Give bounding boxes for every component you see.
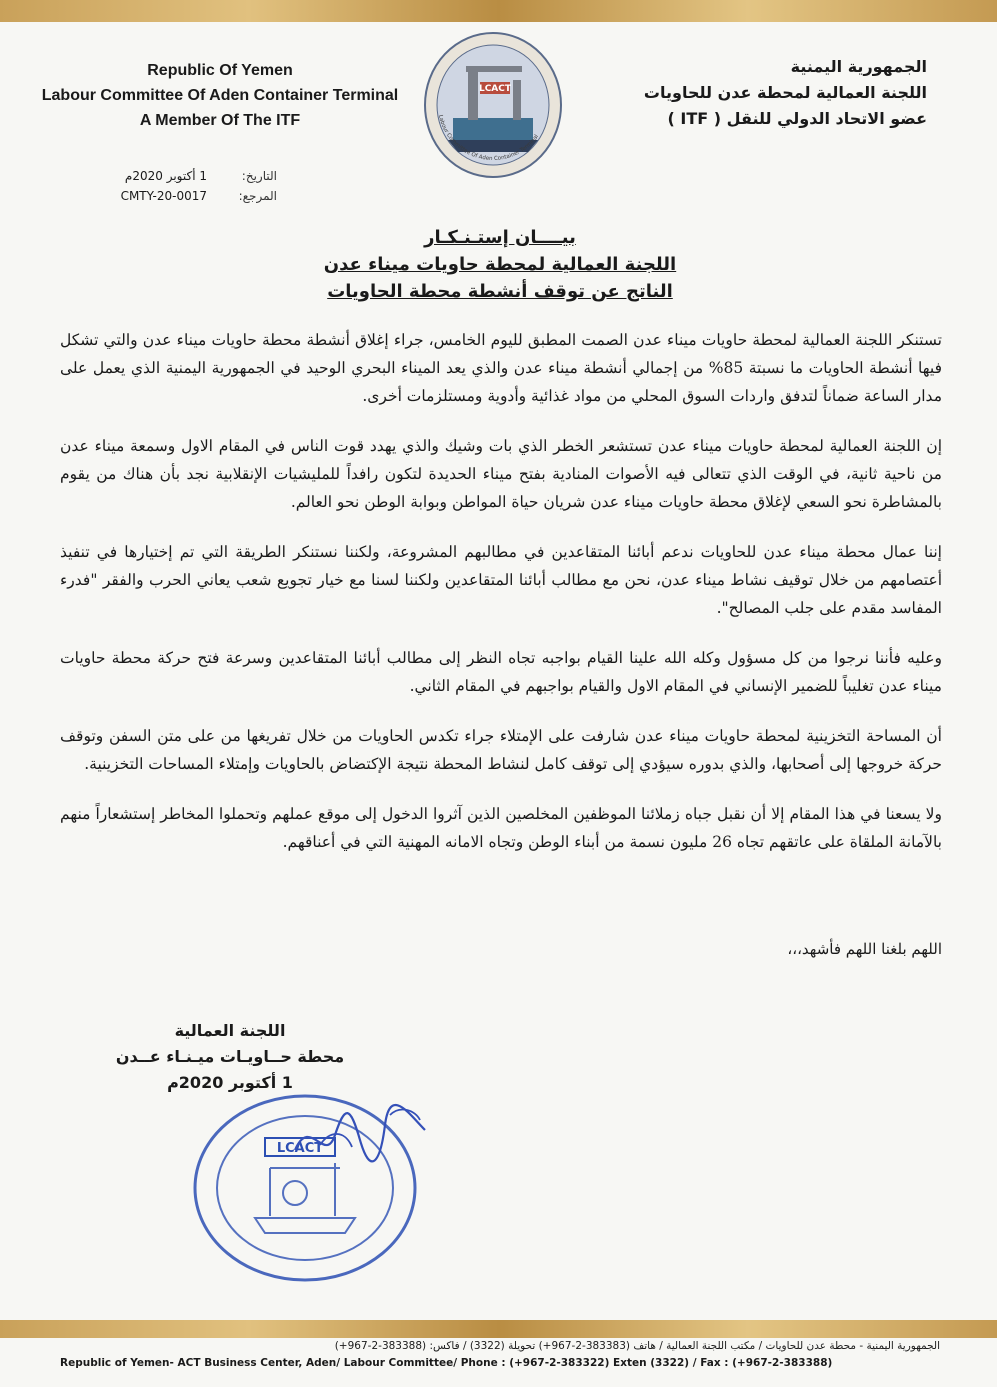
reference-value: CMTY-20-0017 <box>120 189 207 203</box>
title-line: الناتج عن توقف أنشطة محطة الحاويات <box>327 281 673 302</box>
signature-line: اللجنة العمالية <box>174 1021 286 1040</box>
bottom-decorative-band <box>0 1320 997 1338</box>
closing-line: اللهم بلغنا اللهم فأشهد،،، <box>787 940 942 958</box>
body-paragraph: إن اللجنة العمالية لمحطة حاويات ميناء عدن تستشعر الخطر الذي بات وشيك والذي يهدد قوت الناس في المقام الاول وسمعة ميناء عدن من ناحية ثانية، في الوقت الذي تتعالى فيه الأصوات المنادية بفتح ميناء الحديدة لتكون رافداً للمليشيات الإنقلابية نجد بأن هناك من يقوم بالمشاطرة نحو السعي لإغلاق محطة حاويات ميناء عدن شريان حياة المواطن وبوابة الوطن نحو العالم. <box>60 437 942 511</box>
signature-date: 1 أكتوبر 2020م <box>167 1073 293 1092</box>
date-value: 1 أكتوبر 2020م <box>124 169 207 183</box>
handwritten-signature <box>290 1095 430 1175</box>
header-en-line: A Member Of The ITF <box>139 112 301 129</box>
body-paragraph: إننا عمال محطة ميناء عدن للحاويات ندعم أبائنا المتقاعدين في مطالبهم المشروعة، ولكننا نستنكر الطريقة التي تم إختيارها في تنفيذ أعتصامهم من خلال توقيف نشاط ميناء عدن، نحن مع مطالب أبائنا المتقاعدين ولكننا لسنا مع خيار تجويع شعب يعاني الحرب والفقر "فدرء المفاسد مقدم على جلب المصالح". <box>60 543 942 617</box>
title-line: بيــــان إستـنـكـار <box>424 227 576 248</box>
body-paragraph: وعليه فأننا نرجوا من كل مسؤول وكله الله علينا القيام بواجبه تجاه النظر إلى مطالب أبائنا المتقاعدين وسرعة فتح حركة محطة حاويات ميناء عدن تغليباً للضمير الإنساني في المقام الاول والقيام بواجبهم في المقام الثاني. <box>60 649 942 695</box>
document-meta <box>121 166 277 206</box>
top-decorative-band <box>0 0 997 22</box>
header-ar-line: اللجنة العمالية لمحطة عدن للحاويات <box>643 83 927 102</box>
body-paragraph: أن المساحة التخزينية لمحطة حاويات ميناء عدن شارفت على الإمتلاء جراء تكدس الحاويات من خلال تفريغها من على متن السفن وتوقف حركة خروجها إلى أصحابها، والذي بدوره سيؤدي إلى توقف كامل لنشاط المحطة نتيجة الإكتضاض بالحاويات وإمتلاء المساحات التخزينية. <box>60 727 942 773</box>
logo-text: LCACT <box>478 84 512 94</box>
logo-ring-text: Labour Committee Of Aden Container Terminal <box>436 114 540 163</box>
date-row <box>121 166 277 186</box>
stamp-text: LCACT <box>276 1141 324 1156</box>
body-paragraph: تستنكر اللجنة العمالية لمحطة حاويات ميناء عدن الصمت المطبق لليوم الخامس، جراء إغلاق أنشطة محطة حاويات ميناء عدن والتي تشكل فيها أنشطة الحاويات ما نسبتة 85% من إجمالي أنشطة ميناء عدن والذي يعد الميناء البحري الوحيد في الجمهورية اليمنية الذي يعمل على مدار الساعة ضماناً لتدفق واردات السوق المحلي من مواد غذائية وأدوية ومستلزمات أخرى. <box>60 331 943 405</box>
lcact-logo <box>418 30 568 180</box>
header-en-line: Labour Committee Of Aden Container Terminal <box>41 87 399 104</box>
signature-line: محطة حــاويـات ميـنـاء عــدن <box>115 1047 345 1066</box>
header-en-line: Republic Of Yemen <box>147 62 293 79</box>
signature-block <box>80 1018 380 1096</box>
reference-row <box>121 186 277 206</box>
footer-english: Republic of Yemen- ACT Business Center, Aden/ Labour Committee/ Phone : (+967-2-383322) Exten (3322) / Fax : (+967-2-383388) <box>60 1357 833 1369</box>
footer-contact <box>60 1338 940 1378</box>
title-line: اللجنة العمالية لمحطة حاويات ميناء عدن <box>323 254 677 275</box>
date-label: التاريخ: <box>241 169 277 183</box>
statement-body <box>60 326 942 878</box>
header-ar-line: عضو الاتحاد الدولي للنقل ( ITF ) <box>667 109 927 128</box>
header-ar-line: الجمهورية اليمنية <box>790 57 927 76</box>
statement-title <box>200 224 800 305</box>
header-arabic <box>627 54 927 132</box>
header-english <box>30 58 410 133</box>
footer-arabic: الجمهورية اليمنية - محطة عدن للحاويات / مكتب اللجنة العمالية / هاتف (383383-2-967+) تحويلة (3322) / فاكس: (383388-2-967+) <box>334 1340 940 1352</box>
body-paragraph: ولا يسعنا في هذا المقام إلا أن نقبل جباه زملائنا الموظفين المخلصين الذين آثروا الدخول إلى موقع عملهم وتحملوا المخاطر إستشعاراً منهم بالآمانة الملقاة على عاتقهم تجاه 26 مليون نسمة من أبناء الوطن وتجاه الامانه المهنية التي في أعناقهم. <box>60 805 942 851</box>
reference-label: المرجع: <box>238 189 277 203</box>
